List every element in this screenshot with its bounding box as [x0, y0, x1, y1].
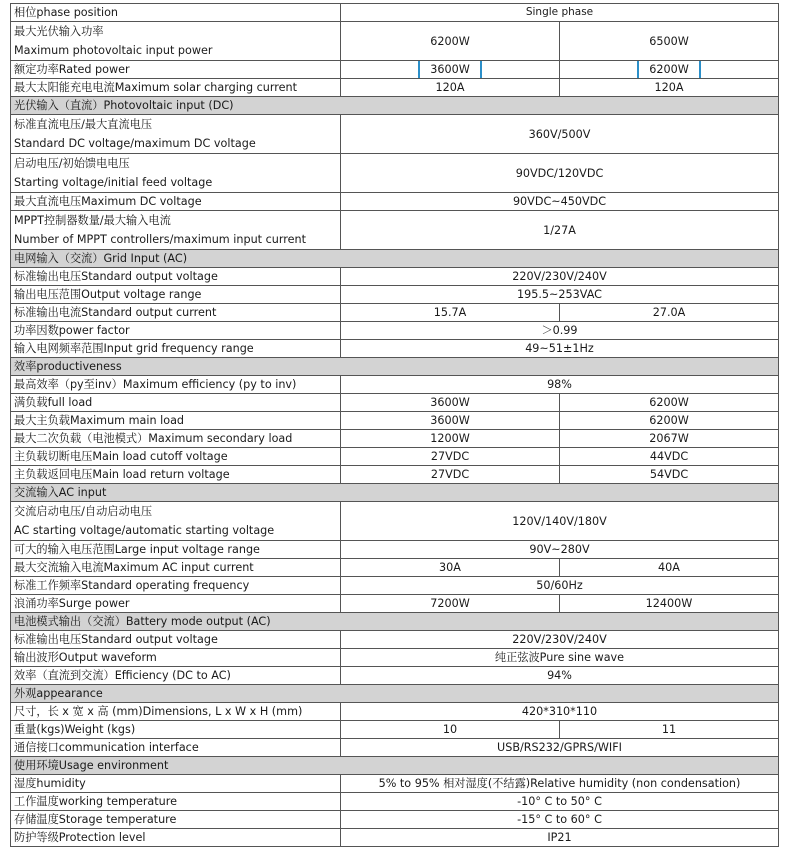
spec-label: 最大二次负载（电池模式）Maximum secondary load: [11, 430, 341, 448]
spec-row: [11, 577, 779, 595]
spec-value-model-1: 3600W: [341, 394, 560, 412]
spec-row: [11, 430, 779, 448]
spec-row: [11, 793, 779, 811]
spec-value: 98%: [341, 376, 779, 394]
spec-value-model-1: 27VDC: [341, 448, 560, 466]
spec-label: [11, 502, 341, 541]
spec-row: [11, 649, 779, 667]
spec-value-model-2: 120A: [560, 79, 779, 97]
spec-row: [11, 394, 779, 412]
spec-value: 50/60Hz: [341, 577, 779, 595]
spec-value: 220V/230V/240V: [341, 631, 779, 649]
spec-row: [11, 304, 779, 322]
section-header-row: [11, 685, 779, 703]
spec-label-line: Starting voltage/initial feed voltage: [14, 176, 213, 189]
spec-row: [11, 739, 779, 757]
spec-value: -10° C to 50° C: [341, 793, 779, 811]
spec-label: 浪涌功率Surge power: [11, 595, 341, 613]
spec-label: 尺寸，长 x 宽 x 高 (mm)Dimensions, L x W x H (mm): [11, 703, 341, 721]
spec-row: [11, 559, 779, 577]
spec-label: 功率因数power factor: [11, 322, 341, 340]
spec-label: 标准输出电压Standard output voltage: [11, 631, 341, 649]
spec-label: 主负载切断电压Main load cutoff voltage: [11, 448, 341, 466]
spec-label: 输出波形Output waveform: [11, 649, 341, 667]
section-header-row: [11, 97, 779, 115]
spec-value-model-1: [341, 61, 560, 79]
spec-table: [10, 3, 779, 847]
spec-value-model-1: 30A: [341, 559, 560, 577]
spec-value-model-2: 12400W: [560, 595, 779, 613]
spec-row: [11, 412, 779, 430]
spec-value-model-2: 6200W: [560, 394, 779, 412]
spec-label: 存储温度Storage temperature: [11, 811, 341, 829]
spec-value: 195.5~253VAC: [341, 286, 779, 304]
spec-row: [11, 829, 779, 847]
section-title: 使用环境Usage environment: [11, 757, 779, 775]
spec-row: [11, 448, 779, 466]
spec-row: [11, 193, 779, 211]
spec-row: [11, 667, 779, 685]
section-title: 光伏输入（直流）Photovoltaic input (DC): [11, 97, 779, 115]
highlighted-value: 3600W: [418, 61, 482, 79]
spec-row: [11, 502, 779, 541]
spec-value: ＞0.99: [341, 322, 779, 340]
spec-label: 最高效率（py至inv）Maximum efficiency (py to inv): [11, 376, 341, 394]
spec-row: [11, 115, 779, 154]
spec-label: [11, 115, 341, 154]
spec-value: 420*310*110: [341, 703, 779, 721]
spec-label-line: MPPT控制器数量/最大输入电流: [14, 214, 171, 227]
spec-value: 120V/140V/180V: [341, 502, 779, 541]
spec-row: [11, 466, 779, 484]
spec-label: 湿度humidity: [11, 775, 341, 793]
spec-label: 主负载返回电压Main load return voltage: [11, 466, 341, 484]
spec-row: [11, 268, 779, 286]
spec-row: [11, 211, 779, 250]
spec-label: [11, 211, 341, 250]
spec-label: 最大太阳能充电电流Maximum solar charging current: [11, 79, 341, 97]
spec-label: 最大主负载Maximum main load: [11, 412, 341, 430]
spec-row: [11, 340, 779, 358]
spec-value: 纯正弦波Pure sine wave: [341, 649, 779, 667]
spec-value-model-1: 120A: [341, 79, 560, 97]
spec-row: [11, 4, 779, 22]
spec-row: [11, 61, 779, 79]
spec-value-model-1: 7200W: [341, 595, 560, 613]
spec-value-model-2: 44VDC: [560, 448, 779, 466]
section-title: 电池模式输出（交流）Battery mode output (AC): [11, 613, 779, 631]
spec-value: USB/RS232/GPRS/WIFI: [341, 739, 779, 757]
spec-label: 最大交流输入电流Maximum AC input current: [11, 559, 341, 577]
spec-row: [11, 376, 779, 394]
spec-value: 94%: [341, 667, 779, 685]
spec-value: 90VDC~450VDC: [341, 193, 779, 211]
spec-row: [11, 595, 779, 613]
section-header-row: [11, 358, 779, 376]
spec-row: [11, 541, 779, 559]
spec-value: 220V/230V/240V: [341, 268, 779, 286]
spec-label-line: Standard DC voltage/maximum DC voltage: [14, 137, 256, 150]
spec-value-model-2: 11: [560, 721, 779, 739]
spec-row: [11, 286, 779, 304]
spec-label: 标准工作频率Standard operating frequency: [11, 577, 341, 595]
spec-value-model-2: 6200W: [560, 412, 779, 430]
spec-table-body: [11, 4, 779, 847]
spec-value-model-1: 15.7A: [341, 304, 560, 322]
section-title: 电网输入（交流）Grid Input (AC): [11, 250, 779, 268]
spec-value-model-1: 3600W: [341, 412, 560, 430]
spec-label-line: 启动电压/初始馈电电压: [14, 157, 130, 170]
spec-label-line: 标准直流电压/最大直流电压: [14, 118, 153, 131]
spec-label: 通信接口communication interface: [11, 739, 341, 757]
spec-row: [11, 22, 779, 61]
section-header-row: [11, 250, 779, 268]
spec-row: [11, 154, 779, 193]
spec-value: -15° C to 60° C: [341, 811, 779, 829]
spec-label-line: Number of MPPT controllers/maximum input current: [14, 233, 306, 246]
spec-label: 效率（直流到交流）Efficiency (DC to AC): [11, 667, 341, 685]
spec-value: 5% to 95% 相对湿度(不结露)Relative humidity (non condensation): [341, 775, 779, 793]
section-header-row: [11, 757, 779, 775]
spec-row: [11, 631, 779, 649]
spec-value-model-1: 6200W: [341, 22, 560, 61]
spec-value-model-1: 10: [341, 721, 560, 739]
spec-label: 输入电网频率范围Input grid frequency range: [11, 340, 341, 358]
spec-value: Single phase: [341, 4, 779, 22]
spec-row: [11, 703, 779, 721]
spec-row: [11, 775, 779, 793]
spec-value: 360V/500V: [341, 115, 779, 154]
spec-value-model-2: 54VDC: [560, 466, 779, 484]
section-header-row: [11, 484, 779, 502]
spec-label: 防护等级Protection level: [11, 829, 341, 847]
spec-label: 重量(kgs)Weight (kgs): [11, 721, 341, 739]
spec-row: [11, 79, 779, 97]
spec-value: 49~51±1Hz: [341, 340, 779, 358]
spec-label: 输出电压范围Output voltage range: [11, 286, 341, 304]
spec-label: 工作温度working temperature: [11, 793, 341, 811]
spec-value: 90VDC/120VDC: [341, 154, 779, 193]
spec-row: [11, 322, 779, 340]
spec-label: 相位phase position: [11, 4, 341, 22]
spec-label-line: AC starting voltage/automatic starting voltage: [14, 524, 275, 537]
spec-label: 标准输出电压Standard output voltage: [11, 268, 341, 286]
section-header-row: [11, 613, 779, 631]
spec-value-model-2: [560, 61, 779, 79]
spec-value-model-2: 2067W: [560, 430, 779, 448]
spec-label-line: 交流启动电压/自动启动电压: [14, 505, 153, 518]
spec-label: [11, 22, 341, 61]
section-title: 交流输入AC input: [11, 484, 779, 502]
section-title: 外观appearance: [11, 685, 779, 703]
spec-label: 最大直流电压Maximum DC voltage: [11, 193, 341, 211]
spec-value-model-1: 1200W: [341, 430, 560, 448]
spec-value-model-1: 27VDC: [341, 466, 560, 484]
spec-value: IP21: [341, 829, 779, 847]
spec-label-line: 最大光伏输入功率: [14, 25, 104, 38]
spec-row: [11, 721, 779, 739]
spec-label-line: Maximum photovoltaic input power: [14, 44, 213, 57]
section-title: 效率productiveness: [11, 358, 779, 376]
highlighted-value: 6200W: [637, 61, 701, 79]
spec-value-model-2: 6500W: [560, 22, 779, 61]
spec-label: [11, 154, 341, 193]
spec-value: 1/27A: [341, 211, 779, 250]
spec-row: [11, 811, 779, 829]
spec-label: 额定功率Rated power: [11, 61, 341, 79]
spec-value: 90V~280V: [341, 541, 779, 559]
spec-label: 可大的输入电压范围Large input voltage range: [11, 541, 341, 559]
spec-value-model-2: 40A: [560, 559, 779, 577]
spec-label: 标准输出电流Standard output current: [11, 304, 341, 322]
spec-value-model-2: 27.0A: [560, 304, 779, 322]
spec-label: 满负载full load: [11, 394, 341, 412]
